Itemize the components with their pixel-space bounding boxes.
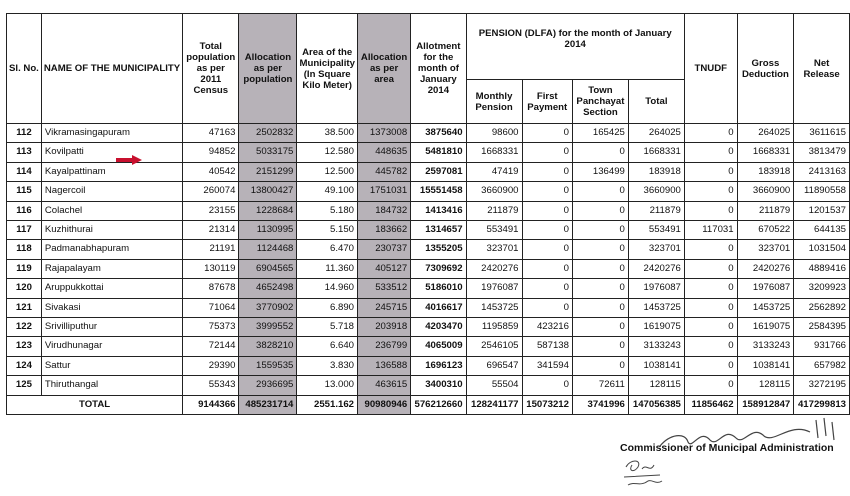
- cell-gross: 1038141: [737, 356, 794, 375]
- cell-total-mp: 128241177: [466, 395, 522, 414]
- cell-fp: 0: [522, 143, 572, 162]
- cell-name: Sattur: [41, 356, 182, 375]
- cell-mp: 98600: [466, 124, 522, 143]
- cell-slno: 120: [7, 279, 42, 298]
- cell-alloc-pop: 2936695: [239, 376, 297, 395]
- header-town-panchayat: Town Panchayat Section: [572, 80, 628, 124]
- table-row: [7, 182, 850, 201]
- cell-fp: 0: [522, 124, 572, 143]
- cell-mp: 323701: [466, 240, 522, 259]
- cell-slno: 125: [7, 376, 42, 395]
- cell-gross: 1976087: [737, 279, 794, 298]
- header-net-release: Net Release: [794, 14, 850, 124]
- table-row: [7, 221, 850, 240]
- cell-allot: 4016617: [411, 298, 466, 317]
- cell-net: 2413163: [794, 162, 850, 181]
- header-area: Area of the Municipality (In Square Kilo Meter): [297, 14, 358, 124]
- table-row: [7, 376, 850, 395]
- table-body: [7, 124, 850, 415]
- cell-allot: 15551458: [411, 182, 466, 201]
- cell-net: 3209923: [794, 279, 850, 298]
- header-allocation-population: Allocation as per population: [239, 14, 297, 124]
- cell-tnudf: 0: [684, 240, 737, 259]
- cell-pop: 55343: [183, 376, 239, 395]
- cell-tot: 1619075: [628, 318, 684, 337]
- cell-slno: 124: [7, 356, 42, 375]
- table-row: [7, 124, 850, 143]
- cell-name: Vikramasingapuram: [41, 124, 182, 143]
- cell-fp: 0: [522, 162, 572, 181]
- cell-tnudf: 0: [684, 376, 737, 395]
- cell-name: Padmanabhapuram: [41, 240, 182, 259]
- cell-total-tot: 147056385: [628, 395, 684, 414]
- cell-pop: 40542: [183, 162, 239, 181]
- cell-fp: 0: [522, 182, 572, 201]
- cell-total-alloc-pop: 485231714: [239, 395, 297, 414]
- cell-tp: 0: [572, 337, 628, 356]
- cell-alloc-area: 533512: [358, 279, 411, 298]
- cell-area: 3.830: [297, 356, 358, 375]
- cell-net: 2562892: [794, 298, 850, 317]
- header-monthly-pension: Monthly Pension: [466, 80, 522, 124]
- cell-tot: 1038141: [628, 356, 684, 375]
- cell-mp: 211879: [466, 201, 522, 220]
- cell-alloc-pop: 3770902: [239, 298, 297, 317]
- cell-pop: 71064: [183, 298, 239, 317]
- cell-mp: 553491: [466, 221, 522, 240]
- cell-total-pop: 9144366: [183, 395, 239, 414]
- cell-alloc-area: 236799: [358, 337, 411, 356]
- cell-name: Thiruthangal: [41, 376, 182, 395]
- cell-net: 3611615: [794, 124, 850, 143]
- cell-area: 6.470: [297, 240, 358, 259]
- cell-tp: 0: [572, 356, 628, 375]
- cell-tnudf: 0: [684, 298, 737, 317]
- cell-tp: 136499: [572, 162, 628, 181]
- cell-pop: 29390: [183, 356, 239, 375]
- cell-name: Kayalpattinam: [41, 162, 182, 181]
- cell-net: 3272195: [794, 376, 850, 395]
- cell-area: 14.960: [297, 279, 358, 298]
- cell-alloc-area: 448635: [358, 143, 411, 162]
- arrow-right-icon: [116, 155, 142, 165]
- cell-tot: 211879: [628, 201, 684, 220]
- cell-tp: 0: [572, 221, 628, 240]
- header-allotment: Allotment for the month of January 2014: [411, 14, 466, 124]
- cell-name: Sivakasi: [41, 298, 182, 317]
- cell-slno: 117: [7, 221, 42, 240]
- cell-fp: 0: [522, 201, 572, 220]
- cell-area: 38.500: [297, 124, 358, 143]
- cell-alloc-pop: 2502832: [239, 124, 297, 143]
- cell-mp: 696547: [466, 356, 522, 375]
- cell-allot: 2597081: [411, 162, 466, 181]
- cell-net: 657982: [794, 356, 850, 375]
- cell-slno: 123: [7, 337, 42, 356]
- cell-tot: 3660900: [628, 182, 684, 201]
- cell-tot: 1453725: [628, 298, 684, 317]
- cell-pop: 23155: [183, 201, 239, 220]
- cell-allot: 3875640: [411, 124, 466, 143]
- cell-slno: 118: [7, 240, 42, 259]
- header-first-payment: First Payment: [522, 80, 572, 124]
- cell-allot: 4203470: [411, 318, 466, 337]
- cell-tp: 165425: [572, 124, 628, 143]
- cell-tp: 0: [572, 182, 628, 201]
- cell-alloc-pop: 13800427: [239, 182, 297, 201]
- table-row: [7, 298, 850, 317]
- cell-gross: 1453725: [737, 298, 794, 317]
- cell-area: 6.890: [297, 298, 358, 317]
- cell-alloc-area: 203918: [358, 318, 411, 337]
- cell-tp: 0: [572, 279, 628, 298]
- cell-name: Srivilliputhur: [41, 318, 182, 337]
- cell-tnudf: 0: [684, 279, 737, 298]
- cell-tnudf: 0: [684, 201, 737, 220]
- cell-gross: 1668331: [737, 143, 794, 162]
- cell-pop: 21191: [183, 240, 239, 259]
- total-row: [7, 395, 850, 414]
- cell-fp: 0: [522, 259, 572, 278]
- cell-alloc-area: 136588: [358, 356, 411, 375]
- cell-name: Aruppukkottai: [41, 279, 182, 298]
- cell-area: 5.180: [297, 201, 358, 220]
- cell-slno: 115: [7, 182, 42, 201]
- cell-allot: 1696123: [411, 356, 466, 375]
- cell-gross: 2420276: [737, 259, 794, 278]
- table-row: [7, 201, 850, 220]
- cell-slno: 121: [7, 298, 42, 317]
- cell-total-tp: 3741996: [572, 395, 628, 414]
- cell-net: 1031504: [794, 240, 850, 259]
- cell-pop: 47163: [183, 124, 239, 143]
- cell-total-allot: 576212660: [411, 395, 466, 414]
- cell-mp: 3660900: [466, 182, 522, 201]
- cell-alloc-pop: 3999552: [239, 318, 297, 337]
- cell-mp: 1976087: [466, 279, 522, 298]
- cell-tp: 0: [572, 259, 628, 278]
- cell-tot: 3133243: [628, 337, 684, 356]
- cell-fp: 0: [522, 221, 572, 240]
- cell-tnudf: 0: [684, 162, 737, 181]
- cell-tnudf: 0: [684, 318, 737, 337]
- cell-area: 11.360: [297, 259, 358, 278]
- cell-alloc-area: 183662: [358, 221, 411, 240]
- cell-net: 4889416: [794, 259, 850, 278]
- cell-gross: 1619075: [737, 318, 794, 337]
- cell-gross: 183918: [737, 162, 794, 181]
- cell-fp: 341594: [522, 356, 572, 375]
- cell-total-area: 2551.162: [297, 395, 358, 414]
- cell-tot: 128115: [628, 376, 684, 395]
- cell-tot: 2420276: [628, 259, 684, 278]
- cell-tp: 72611: [572, 376, 628, 395]
- header-tnudf: TNUDF: [684, 14, 737, 124]
- cell-tp: 0: [572, 298, 628, 317]
- cell-slno: 114: [7, 162, 42, 181]
- table-row: [7, 356, 850, 375]
- cell-fp: 423216: [522, 318, 572, 337]
- cell-gross: 3133243: [737, 337, 794, 356]
- cell-tp: 0: [572, 318, 628, 337]
- cell-mp: 1453725: [466, 298, 522, 317]
- cell-tp: 0: [572, 201, 628, 220]
- allocation-table-container: [6, 13, 850, 415]
- cell-alloc-pop: 6904565: [239, 259, 297, 278]
- cell-allot: 5481810: [411, 143, 466, 162]
- cell-pop: 94852: [183, 143, 239, 162]
- header-total: Total: [628, 80, 684, 124]
- cell-alloc-area: 445782: [358, 162, 411, 181]
- allocation-table: [6, 13, 850, 415]
- cell-pop: 75373: [183, 318, 239, 337]
- cell-area: 12.580: [297, 143, 358, 162]
- cell-alloc-area: 1373008: [358, 124, 411, 143]
- cell-area: 12.500: [297, 162, 358, 181]
- cell-tot: 264025: [628, 124, 684, 143]
- cell-allot: 1355205: [411, 240, 466, 259]
- cell-name: Kuzhithurai: [41, 221, 182, 240]
- cell-tnudf: 0: [684, 356, 737, 375]
- cell-tnudf: 0: [684, 182, 737, 201]
- cell-mp: 47419: [466, 162, 522, 181]
- cell-net: 11890558: [794, 182, 850, 201]
- cell-gross: 128115: [737, 376, 794, 395]
- cell-alloc-area: 230737: [358, 240, 411, 259]
- cell-tnudf: 117031: [684, 221, 737, 240]
- cell-allot: 5186010: [411, 279, 466, 298]
- cell-net: 3813479: [794, 143, 850, 162]
- cell-net: 2584395: [794, 318, 850, 337]
- cell-mp: 2546105: [466, 337, 522, 356]
- cell-slno: 119: [7, 259, 42, 278]
- cell-alloc-area: 184732: [358, 201, 411, 220]
- cell-alloc-pop: 2151299: [239, 162, 297, 181]
- cell-pop: 21314: [183, 221, 239, 240]
- table-row: [7, 259, 850, 278]
- cell-alloc-area: 463615: [358, 376, 411, 395]
- cell-pop: 72144: [183, 337, 239, 356]
- header-gross-deduction: Gross Deduction: [737, 14, 794, 124]
- cell-gross: 264025: [737, 124, 794, 143]
- cell-tnudf: 0: [684, 259, 737, 278]
- cell-allot: 7309692: [411, 259, 466, 278]
- header-pension-group: PENSION (DLFA) for the month of January 2014: [466, 14, 684, 80]
- cell-total-gross: 158912847: [737, 395, 794, 414]
- cell-tp: 0: [572, 143, 628, 162]
- cell-tot: 1668331: [628, 143, 684, 162]
- cell-tot: 183918: [628, 162, 684, 181]
- designation-text: Commissioner of Municipal Administration: [620, 442, 834, 454]
- cell-mp: 2420276: [466, 259, 522, 278]
- cell-allot: 1413416: [411, 201, 466, 220]
- cell-area: 6.640: [297, 337, 358, 356]
- cell-alloc-area: 245715: [358, 298, 411, 317]
- cell-net: 931766: [794, 337, 850, 356]
- cell-fp: 0: [522, 279, 572, 298]
- header-slno: Sl. No.: [7, 14, 42, 124]
- cell-slno: 112: [7, 124, 42, 143]
- cell-tot: 1976087: [628, 279, 684, 298]
- cell-name: Colachel: [41, 201, 182, 220]
- cell-alloc-area: 405127: [358, 259, 411, 278]
- cell-alloc-area: 1751031: [358, 182, 411, 201]
- cell-pop: 87678: [183, 279, 239, 298]
- header-name: NAME OF THE MUNICIPALITY: [41, 14, 182, 124]
- cell-alloc-pop: 5033175: [239, 143, 297, 162]
- cell-fp: 0: [522, 240, 572, 259]
- cell-alloc-pop: 1559535: [239, 356, 297, 375]
- table-row: [7, 240, 850, 259]
- cell-slno: 122: [7, 318, 42, 337]
- cell-pop: 260074: [183, 182, 239, 201]
- cell-net: 1201537: [794, 201, 850, 220]
- cell-allot: 1314657: [411, 221, 466, 240]
- cell-total-net: 417299813: [794, 395, 850, 414]
- cell-name: Rajapalayam: [41, 259, 182, 278]
- cell-net: 644135: [794, 221, 850, 240]
- cell-gross: 323701: [737, 240, 794, 259]
- cell-fp: 0: [522, 298, 572, 317]
- cell-total-label: TOTAL: [7, 395, 183, 414]
- cell-area: 5.150: [297, 221, 358, 240]
- cell-tot: 553491: [628, 221, 684, 240]
- cell-alloc-pop: 1124468: [239, 240, 297, 259]
- cell-name: Virudhunagar: [41, 337, 182, 356]
- cell-tot: 323701: [628, 240, 684, 259]
- cell-total-tnudf: 11856462: [684, 395, 737, 414]
- cell-tp: 0: [572, 240, 628, 259]
- cell-allot: 4065009: [411, 337, 466, 356]
- cell-gross: 670522: [737, 221, 794, 240]
- cell-alloc-pop: 1228684: [239, 201, 297, 220]
- cell-fp: 0: [522, 376, 572, 395]
- cell-area: 13.000: [297, 376, 358, 395]
- cell-area: 5.718: [297, 318, 358, 337]
- cell-mp: 1668331: [466, 143, 522, 162]
- cell-total-fp: 15073212: [522, 395, 572, 414]
- cell-name: Kovilpatti: [41, 143, 182, 162]
- header-population: Total population as per 2011 Census: [183, 14, 239, 124]
- cell-allot: 3400310: [411, 376, 466, 395]
- cell-gross: 3660900: [737, 182, 794, 201]
- initials-mark: [620, 455, 670, 490]
- cell-pop: 130119: [183, 259, 239, 278]
- header-allocation-area: Allocation as per area: [358, 14, 411, 124]
- table-row: [7, 337, 850, 356]
- cell-slno: 113: [7, 143, 42, 162]
- cell-slno: 116: [7, 201, 42, 220]
- cell-tnudf: 0: [684, 124, 737, 143]
- cell-gross: 211879: [737, 201, 794, 220]
- cell-area: 49.100: [297, 182, 358, 201]
- cell-name: Nagercoil: [41, 182, 182, 201]
- cell-tnudf: 0: [684, 143, 737, 162]
- table-row: [7, 162, 850, 181]
- cell-alloc-pop: 3828210: [239, 337, 297, 356]
- cell-alloc-pop: 4652498: [239, 279, 297, 298]
- table-row: [7, 279, 850, 298]
- table-row: [7, 318, 850, 337]
- cell-total-alloc-area: 90980946: [358, 395, 411, 414]
- cell-alloc-pop: 1130995: [239, 221, 297, 240]
- cell-tnudf: 0: [684, 337, 737, 356]
- cell-fp: 587138: [522, 337, 572, 356]
- cell-mp: 55504: [466, 376, 522, 395]
- cell-mp: 1195859: [466, 318, 522, 337]
